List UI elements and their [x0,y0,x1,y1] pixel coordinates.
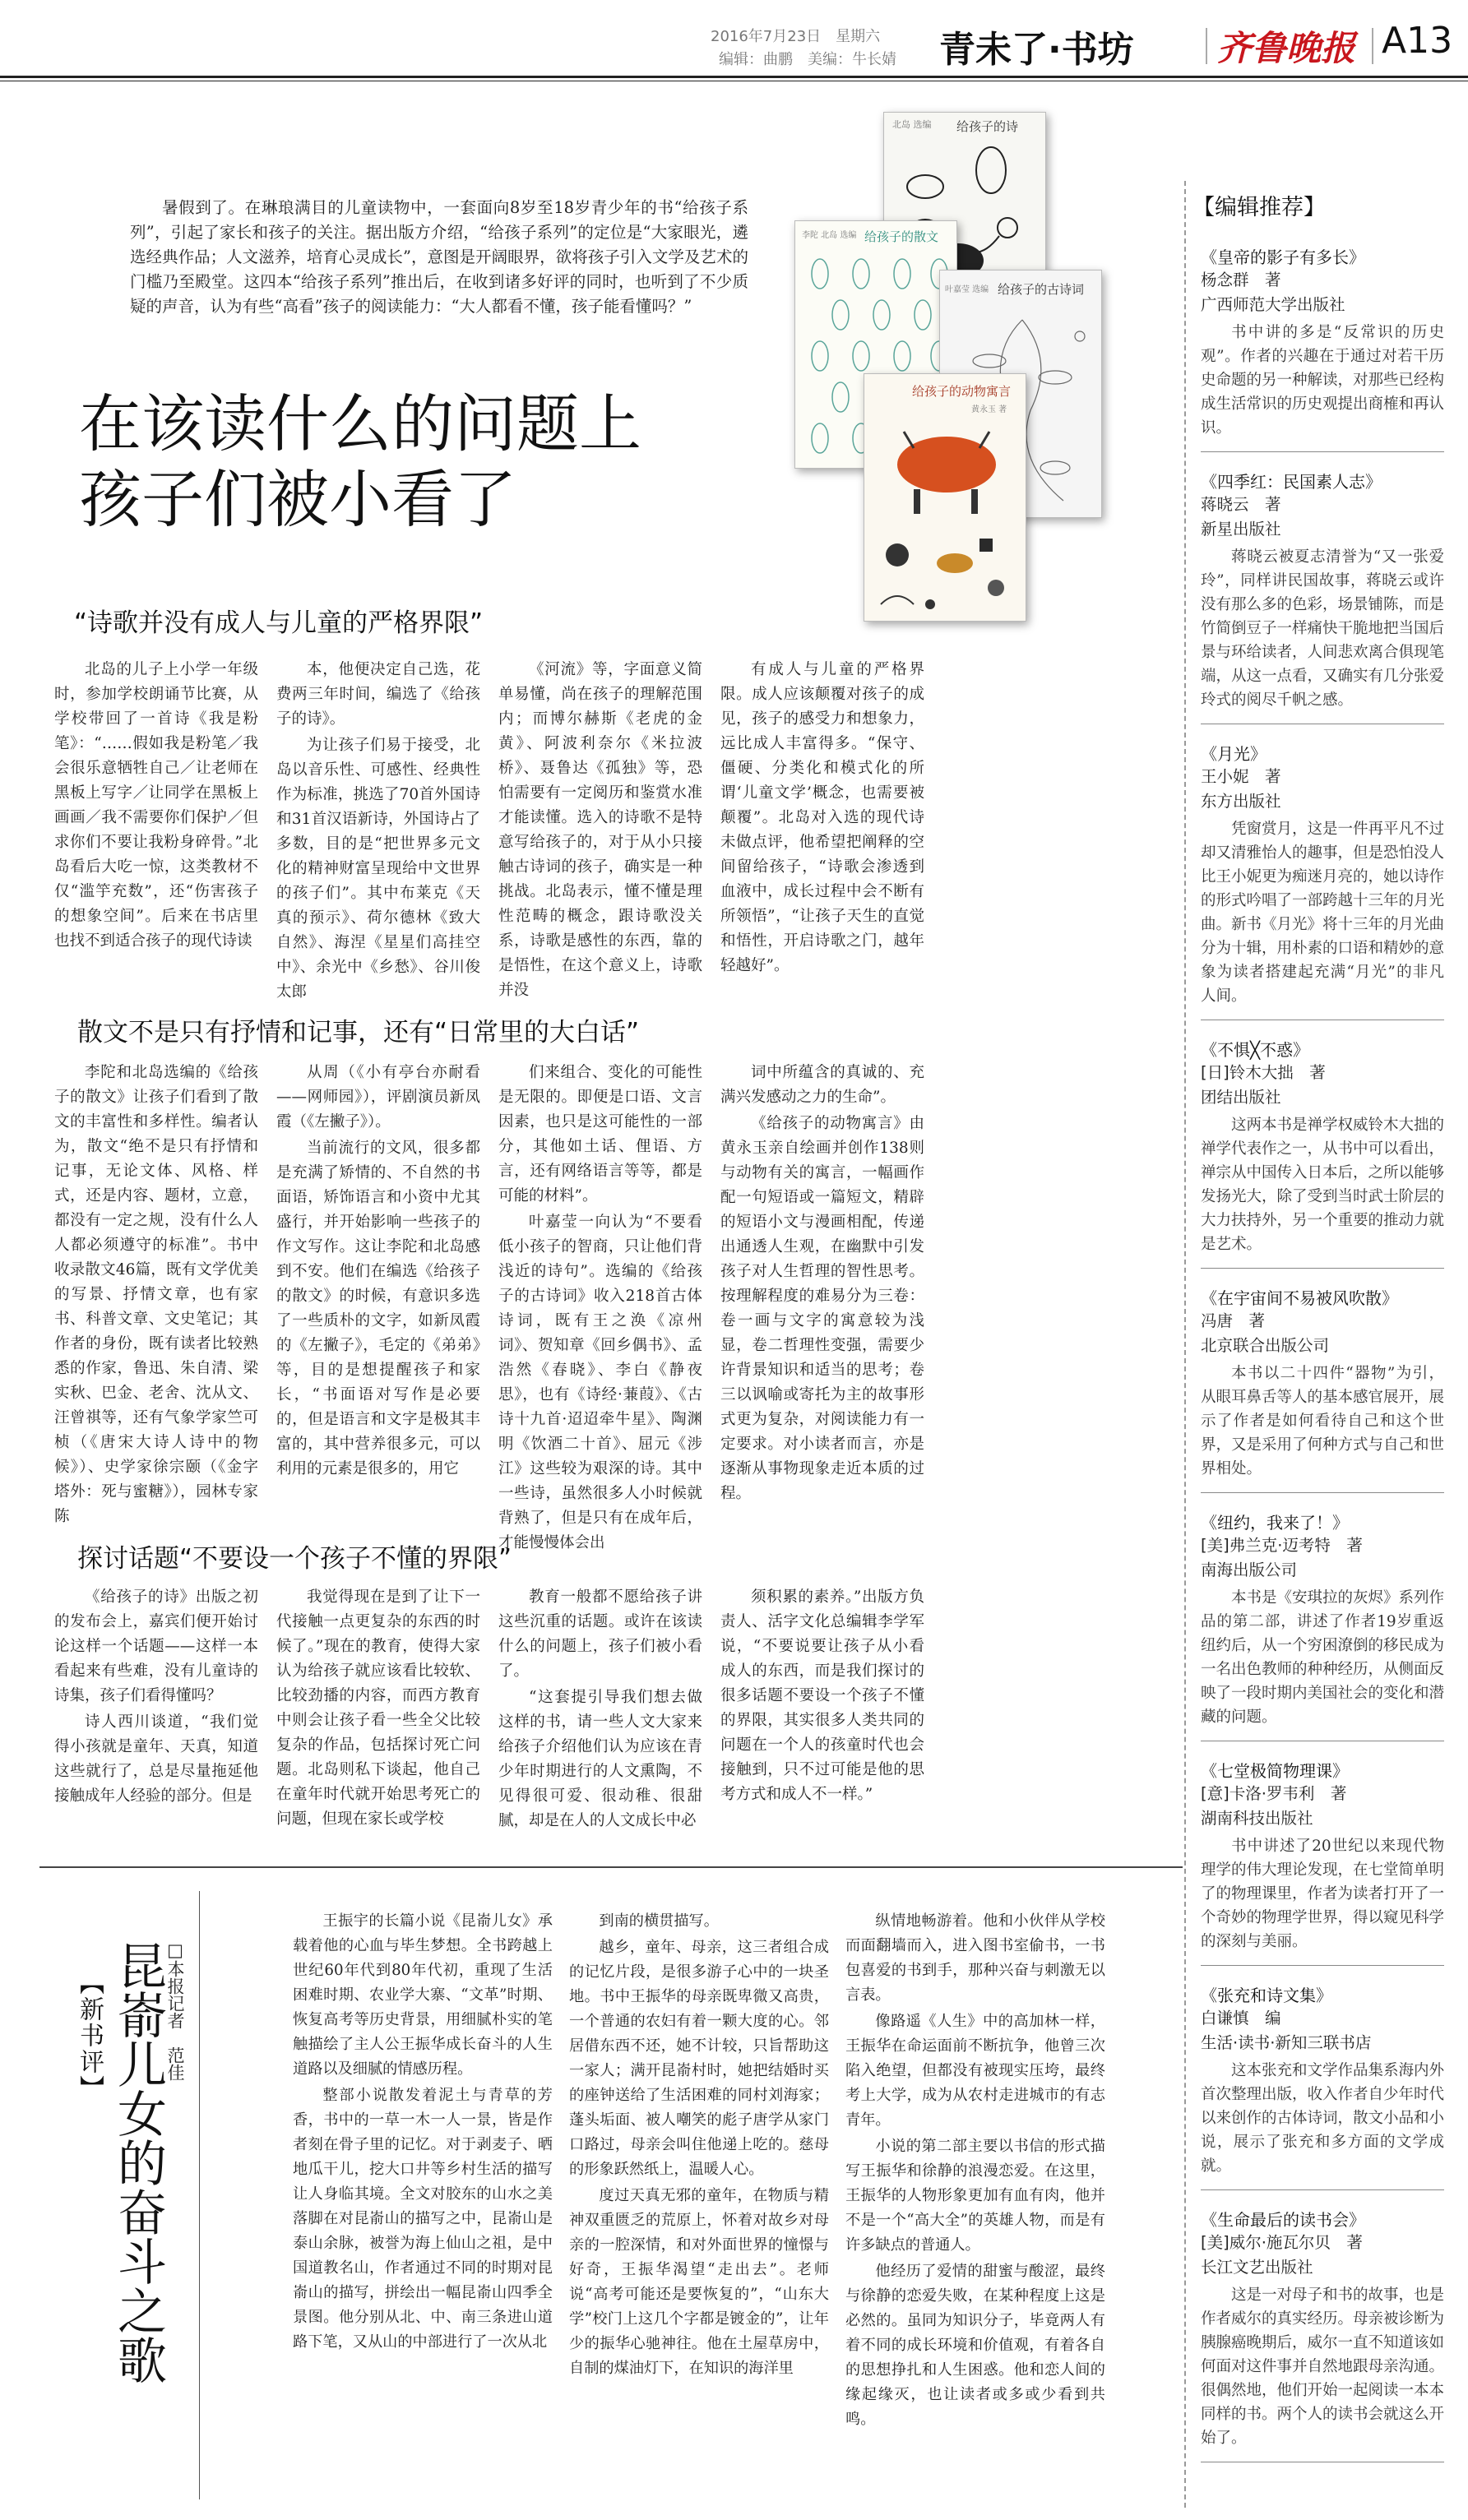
recommended-book-author: 白谦慎 编 [1201,2009,1281,2028]
section-title: 青未了·书坊 [939,29,1134,71]
recommended-book [1201,2207,1444,2462]
intro-text: 暑假到了。在琳琅满目的儿童读物中，一套面向8岁至18岁青少年的书“给孩子系列”，引起了家长和孩子的关注。据出版方介绍，“给孩子系列”的定位是“大家眼光，遴选经典作品；人文滋养，培育心灵成长”，意图是开阔眼界，欲将孩子引入文学及艺术的门槛乃至殿堂。这四本“给孩子系列”推出后，在收到诸多好评的同时，也听到了不少质疑的声音，认为有些“高看”孩子的阅读能力：“大人都看不懂，孩子能看懂吗？” [130,198,748,316]
recommended-book-publisher: 湖南科技出版社 [1201,1809,1313,1828]
recommended-book-title: 《纽约，我来了！》 [1201,1513,1349,1533]
recommended-book-title: 《月光》 [1201,744,1267,764]
review-column-3: 纵情地畅游着。他和小伙伴从学校而面翻墙而入，进入图书室偷书，一书包喜爱的书到手，那种兴奋与刺激无以言表。 像路遥《人生》中的高加林一样，王振华在命运面前不断抗争，他曾三次陷入绝望，但都没有被现实压垮，最终考上大学，成为从农村走进城市的有志青年。 小说的第二部主要以书信的形式描写王振华和徐静的浪漫恋爱。在这里，王振华的人物形象更加有血有肉，他并不是一个“高大全”的英雄人物，而是有许多缺点的普通人。 他经历了爱情的甜蜜与酸涩，最终与徐静的恋爱失败，在某种程度上这是必然的。虽同为知识分子，毕竟两人有着不同的成长环境和价值观，有着各自的思想挣扎和人生困惑。他和恋人间的缘起缘灭，也让读者或多或少看到共鸣。 [845,1912,1105,2428]
book-illustration-animals [864,415,1026,621]
recommended-book-description: 书中讲的多是“反常识的历史观”。作者的兴趣在于通过对若干历史命题的另一种解读，对那些已经构成生活常识的历史观提出商榷和再认识。 [1201,324,1445,437]
main-headline [79,386,641,538]
section-2-column-4: 词中所蕴含的真诚的、充满兴发感动之力的生命”。 《给孩子的动物寓言》由黄永玉亲自绘画并创作138则与动物有关的寓言，一幅画作配一句短语或一篇短文，精辟的短语小文与漫画相配，传递出通透人生观，在幽默中引发孩子对人生哲理的智性思考。按理解程度的难易分为三卷：卷一画与文字的寓意较为浅显，卷二哲理性变强，需要少许背景知识和适当的思考；卷三以讽喻或寄托为主的故事形式更为复杂，对阅读能力有一定要求。对小读者而言，亦是逐渐从事物现象走近本质的过程。 [720,1064,924,1502]
section-divider [39,1866,1183,1868]
item-rule [1201,1492,1444,1493]
item-rule [1201,1965,1444,1966]
sidebar-title: 【编辑推荐】 [1192,195,1326,220]
recommended-book-publisher: 团结出版社 [1201,1088,1281,1107]
recommended-book-title: 《皇帝的影子有多长》 [1201,247,1365,267]
review-byline: □本报记者 范佳 [165,1940,185,2081]
sidebar-list [1201,244,1444,2462]
review-tag: 【新书评】 [75,1970,104,2102]
recommended-book-title: 《张充和诗文集》 [1201,1986,1332,2005]
item-rule [1201,1268,1444,1269]
recommended-book [1201,244,1444,452]
book-cover-animal-fables: 给孩子的动物寓言 黄永玉 著 [864,373,1026,622]
section-3-column-4: 须积累的素养。”出版方负责人、活字文化总编辑李学军说，“不要说要让孩子从小看成人的东西，而是我们探讨的很多话题不要设一个孩子不懂的界限，其实很多人类共同的问题在一个人的孩童时代也会接触到，只不过可能是他的思考方式和成人不一样。” [720,1588,924,1803]
recommended-book-title: 《四季红：民国素人志》 [1201,472,1382,492]
recommended-book-title: 《在宇宙间不易被风吹散》 [1201,1288,1398,1308]
section-2-column-1: 李陀和北岛选编的《给孩子的散文》让孩子们看到了散文的丰富性和多样性。编者认为，散文“绝不是只有抒情和记事，无论文体、风格、样式，还是内容、题材，立意，都没有一定之规，没有什么人人都必须遵守的标准”。书中收录散文46篇，既有文学优美的写景、抒情文章，也有家书、科普文章、文史笔记；其作者的身份，既有读者比较熟悉的作家，鲁迅、朱自清、梁实秋、巴金、老舍、沈从文、汪曾祺等，还有气象学家竺可桢（《唐宋大诗人诗中的物候》）、史学家徐宗颐（《金字塔外：死与蜜糖》），园林专家陈 [54,1064,258,1525]
recommended-book-publisher: 生活·读书·新知三联书店 [1201,2033,1372,2052]
sidebar [1192,189,1445,2508]
header-rule [0,76,1468,78]
section-3-column-1: 《给孩子的诗》出版之初的发布会上，嘉宾们便开始讨论这样一个话题——这样一本看起来有些难，没有儿童诗的诗集，孩子们看得懂吗？ 诗人西川谈道，“我们觉得小孩就是童年、天真，知道这些就行了，总是尽量拖延他接触成年人经验的部分。但是 [54,1588,258,1805]
section-2-heading: 散文不是只有抒情和记事，还有“日常里的大白话” [77,1018,640,1047]
review-title-block [74,1891,189,2499]
page-number: A13 [1382,20,1453,62]
recommended-book-description: 书中讲述了20世纪以来现代物理学的伟大理论发现，在七堂简单明了的物理课里，作者为读者打开了一个奇妙的物理学世界，得以窥见科学的深刻与美丽。 [1201,1838,1445,1950]
review-title-rule [199,1891,200,2499]
review-column-1: 王振宇的长篇小说《昆嵛儿女》承载着他的心血与毕生梦想。全书跨越上世纪60年代到80年代初，重现了生活困难时期、农业学大寨、“文革”时期、恢复高考等历史背景，用细腻朴实的笔触描绘了主人公王振华成长奋斗的人生道路以及细腻的情感历程。 整部小说散发着泥土与青草的芳香，书中的一草一木一人一景，皆是作者刻在骨子里的记忆。对于剥麦子、晒地瓜干儿，挖大口井等乡村生活的描写让人身临其境。全文对胶东的山水之美落脚在对昆嵛山的描写之中，昆嵛山是泰山余脉，被誉为海上仙山之祖，是中国道教名山，作者通过不同的时期对昆嵛山的描写，拼绘出一幅昆嵛山四季全景图。他分别从北、中、南三条进山道路下笔，又从山的中部进行了一次从北 [293,1912,553,2351]
headline-line-2: 孩子们被小看了 [79,463,516,536]
headline-line-1: 在该读什么的问题上 [79,387,641,460]
recommended-book [1201,1037,1444,1269]
recommended-book [1201,469,1444,724]
recommended-book [1201,741,1444,1020]
recommended-book-publisher: 长江文艺出版社 [1201,2258,1313,2277]
item-rule [1201,2189,1444,2190]
recommended-book-author: 冯唐 著 [1201,1311,1266,1330]
recommended-book-description: 这本张充和文学作品集系海内外首次整理出版，收入作者自少年时代以来创作的古体诗词，散文小品和小说，展示了张充和多方面的文学成就。 [1201,2062,1445,2175]
header-editors: 编辑：曲鹏 美编：牛长婧 [719,51,896,68]
recommended-book-title: 《七堂极简物理课》 [1201,1761,1349,1781]
header-date: 2016年7月23日 星期六 [711,28,881,45]
recommended-book-author: [美]弗兰克·迈考特 著 [1201,1536,1363,1555]
section-3-heading: 探讨话题“不要设一个孩子不懂的界限” [77,1544,512,1574]
review-title: 昆嵛儿女的奋斗之歌 [109,1940,167,2384]
recommended-book-author: [意]卡洛·罗韦利 著 [1201,1784,1347,1803]
header-divider-2 [1372,28,1373,64]
recommended-book-description: 这两本书是禅学权威铃木大拙的禅学代表作之一，从书中可以看出，禅宗从中国传入日本后，之所以能够发扬光大，除了受到当时武士阶层的大力扶持外，另一个重要的推动力就是艺术。 [1201,1117,1445,1253]
recommended-book [1201,1510,1444,1741]
recommended-book-author: 杨念群 著 [1201,270,1281,289]
sidebar-divider [1184,181,1186,2508]
book-cover-poems: 北岛 选编 给孩子的诗 [883,112,1046,360]
recommended-book-description: 本书以二十四件“器物”为引，从眼耳鼻舌等人的基本感官展开，展示了作者是如何看待自己和这个世界，又是采用了何种方式与自己和世界相处。 [1201,1365,1445,1477]
recommended-book-publisher: 南海出版公司 [1201,1561,1298,1579]
header-divider [1206,28,1207,64]
recommended-book-author: 王小妮 著 [1201,767,1281,786]
recommended-book-author: [美]威尔·施瓦尔贝 著 [1201,2233,1363,2252]
book-cover-essays: 李陀 北岛 选编 给孩子的散文 [794,220,957,469]
recommended-book-publisher: 广西师范大学出版社 [1201,295,1345,314]
section-3-column-2: 我觉得现在是到了让下一代接触一点更复杂的东西的时候了。”现在的教育，使得大家认为给孩子就应该看比较软、比较劲播的内容，而西方教育中则会让孩子看一些全父比较复杂的作品，包括探讨死亡问题。北岛则私下谈起，他自己在童年时代就开始思考死亡的问题，但现在家长或学校 [276,1588,480,1828]
section-3-column-3: 教育一般都不愿给孩子讲这些沉重的话题。或许在该读什么的问题上，孩子们被小看了。 “这套提引导我们想去做这样的书，请一些人文大家来给孩子介绍他们认为应该在青少年时期进行的人文熏陶，不见得很可爱、很动稚、很甜腻，却是在人的人文成长中必 [498,1588,702,1829]
recommended-book-publisher: 北京联合出版公司 [1201,1336,1330,1355]
recommended-book [1201,1758,1444,1966]
section-1-column-4: 有成人与儿童的严格界限。成人应该颠覆对孩子的成见，孩子的感受力和想象力，远比成人丰富得多。“保守、僵硬、分类化和模式化的所谓‘儿童文学’概念，也需要被颠覆”。北岛对入选的现代诗未做点评，他希望把阐释的空间留给孩子，“诗歌会渗透到血液中，成长过程中会不断有所领悟”，“让孩子天生的直觉和悟性，开启诗歌之门，越年轻越好”。 [720,661,924,974]
recommended-book [1201,1982,1444,2190]
recommended-book-author: [日]铃木大拙 著 [1201,1063,1326,1082]
recommended-book-description: 凭窗赏月，这是一件再平凡不过却又清雅怡人的趣事，但是恐怕没人比王小妮更为痴迷月亮的，她以诗作的形式吟唱了一部跨越十三年的月光曲。新书《月光》将十三年的月光曲分为十辑，用朴素的口语和精妙的意象为读者搭建起充满“月光”的非凡人间。 [1201,821,1445,1005]
recommended-book-publisher: 新星出版社 [1201,520,1281,539]
section-1-column-2: 本，他便决定自己选，花费两三年时间，编选了《给孩子的诗》。 为让孩子们易于接受，北岛以音乐性、可感性、经典性作为标准，挑选了70首外国诗和31首汉语新诗，外国诗占了多数，目的是“把世界多元文化的精神财富呈现给中文世界的孩子们”。其中布莱克《天真的预示》、荷尔德林《致大自然》、海涅《星星们高挂空中》、余光中《乡愁》、谷川俊太郎 [276,661,480,1001]
section-2-column-3: 们来组合、变化的可能性是无限的。即便是口语、文言因素，也只是这可能性的一部分，其他如土话、俚语、方言，还有网络语言等等，都是可能的材料”。 叶嘉莹一向认为“不要看低小孩子的智商，只让他们背浅近的诗句”。选编的《给孩子的古诗词》收入218首古体诗词，既有王之涣《凉州词》、贺知章《回乡偶书》、孟浩然《春晓》、李白《静夜思》，也有《诗经·蒹葭》、《古诗十九首·迢迢牵牛星》、陶渊明《饮酒二十首》、屈元《涉江》这些较为艰深的诗。其中一些诗，虽然很多人小时候就背熟了，但是只有在成年后，才能慢慢体会出 [498,1064,702,1551]
section-2-column-2: 从周（《小有亭台亦耐看——网师园》），评剧演员新凤霞（《左撇子》）。 当前流行的文风，很多都是充满了矫情的、不自然的书面语，矫饰语言和小资中尤其盛行，并开始影响一些孩子的作文写作。这让李陀和北岛感到不安。他们在编选《给孩子的散文》的时候，有意识多选了一些质朴的文字，如新凤霞的《左撇子》，毛定的《弟弟》等，目的是想提醒孩子和家长，“书面语对写作是必要的，但是语言和文字是极其丰富的，其中营养很多元，可以利用的元素是很多的，用它 [276,1064,480,1477]
page-header [0,0,1468,74]
recommended-book-author: 蒋晓云 著 [1201,495,1281,514]
review-column-2: 到南的横贯描写。 越乡，童年、母亲，这三者组合成的记忆片段，是很多游子心中的一块圣地。书中王振华的母亲既卑微又高贵，一个普通的农妇有着一颗大度的心。邻居借东西不还，她不计较，只旨帮助这一家人；满开昆嵛村时，她把结婚时买的座钟送给了生活困难的同村刘海家；蓬头垢面、被人嘲笑的彪子唐学从家门口路过，母亲会叫住他递上吃的。慈母的形象跃然纸上，温暖人心。 度过天真无邪的童年，在物质与精神双重匮乏的荒原上，怀着对故乡对母亲的一腔深情，和对外面世界的憧憬与好奇，王振华渴望“走出去”。老师说“高考可能还是要恢复的”，“山东大学”校门上这几个字都是镀金的”，让年少的振华心驰神往。他在土屋草房中，自制的煤油灯下，在知识的海洋里 [569,1912,829,2377]
paper-name-logo: 齐鲁晚报 [1217,28,1356,68]
recommended-book-title: 《生命最后的读书会》 [1201,2210,1365,2230]
recommended-book-publisher: 东方出版社 [1201,792,1281,811]
item-rule [1201,451,1444,452]
recommended-book-description: 这是一对母子和书的故事，也是作者威尔的真实经历。母亲被诊断为胰腺癌晚期后，威尔一直不知道该如何面对这件事并自然地跟母亲沟通。很偶然地，他们开始一起阅读一本本同样的书。两个人的读书会就这么开始了。 [1201,2286,1445,2447]
recommended-book-title: 《不惧╳不惑》 [1201,1040,1310,1060]
recommended-book-description: 蒋晓云被夏志清誉为“又一张爱玲”，同样讲民国故事，蒋晓云或许没有那么多的色彩，场景铺陈，而是竹简倒豆子一样痛快干脆地把当国后景与环给读者，人间悲欢离合俱现笔端，从这一点看，又确实有几分张爱玲式的阅尽千帆之感。 [1201,548,1445,709]
recommended-book [1201,1285,1444,1493]
book-cover-classical-poems: 叶嘉莹 选编 给孩子的古诗词 [939,270,1102,518]
recommended-book-description: 本书是《安琪拉的灰烬》系列作品的第二部，讲述了作者19岁重返纽约后，从一个穷困潦倒的移民成为一名出色教师的种种经历，从侧面反映了一段时期内美国社会的变化和潜藏的问题。 [1201,1589,1445,1726]
section-1-heading: “诗歌并没有成人与儿童的严格界限” [74,608,484,638]
section-1-column-1: 北岛的儿子上小学一年级时，参加学校朗诵节比赛，从学校带回了一首诗《我是粉笔》：“……假如我是粉笔／我会很乐意牺牲自己／让老师在黑板上写字／让同学在黑板上画画／我不需要你们保护／但求你们不要让我粉身碎骨。”北岛看后大吃一惊，这类教材不仅“滥竽充数”，还“伤害孩子的想象空间”。后来在书店里也找不到适合孩子的现代诗读 [54,661,258,950]
section-1-column-3: 《河流》等，字面意义简单易懂，尚在孩子的理解范围内；而博尔赫斯《老虎的金黄》、阿波利奈尔《米拉波桥》、聂鲁达《孤独》等，恐怕需要有一定阅历和鉴赏水准才能读懂。选入的诗歌不是特意写给孩子的，对于从小只接触古诗词的孩子，确实是一种挑战。北岛表示，懂不懂是理性范畴的概念，跟诗歌没关系，诗歌是感性的东西，靠的是悟性，在这个意义上，诗歌并没 [498,661,702,999]
